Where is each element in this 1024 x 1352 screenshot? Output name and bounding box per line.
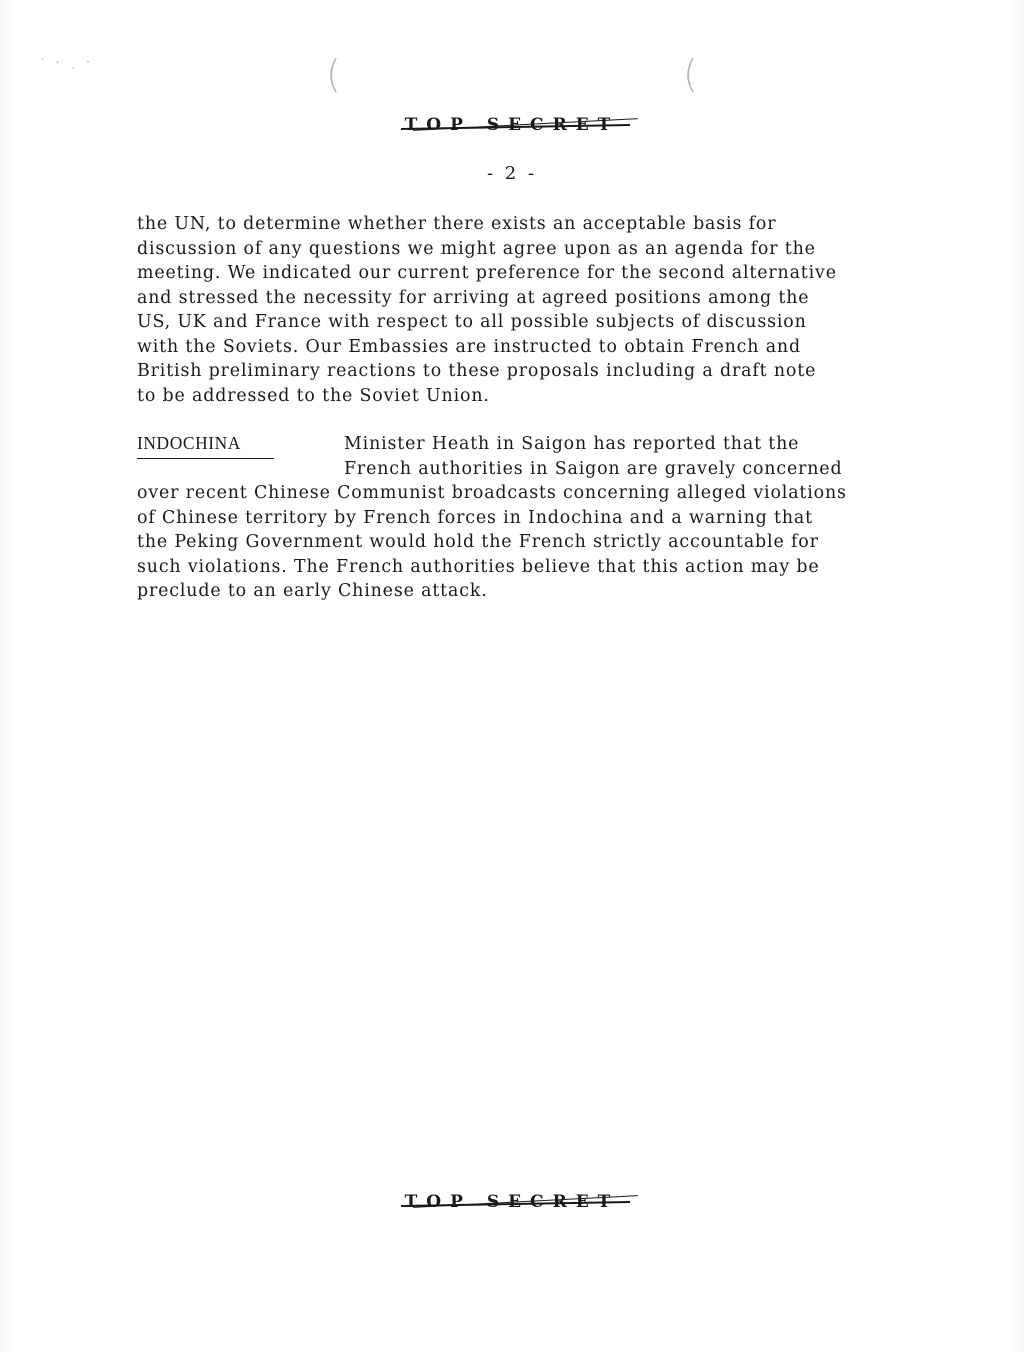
text-line: French authorities in Saigon are gravely concerned [344,458,843,479]
text-line: such violations. The French authorities believe that this action may be [137,556,820,577]
indochina-paragraph-indented [344,432,842,481]
text-line: the Peking Government would hold the French strictly accountable for [137,532,819,552]
scan-speckle: ˙ ˒ ˏ ˑ [40,58,94,69]
section-heading-underline [137,458,274,459]
page-number: - 2 - [486,163,538,184]
footer-classification [0,1192,1024,1212]
footer-classification-text: TOP SECRET [404,1192,620,1212]
paragraph-continuation [137,212,837,408]
text-line: of Chinese territory by French forces in Indochina and a warning that [137,507,813,528]
text-line: Minister Heath in Saigon has reported that the [344,434,800,454]
text-line: to be addressed to the Soviet Union. [137,385,490,406]
text-line: the UN, to determine whether there exists an acceptable basis for [137,214,777,234]
text-line: meeting. We indicated our current preference for the second alternative [137,263,837,283]
text-line: with the Soviets. Our Embassies are instructed to obtain French and [137,336,801,357]
text-line: over recent Chinese Communist broadcasts concerning alleged violations [137,483,847,503]
punch-hole-mark-left: ( [326,52,341,96]
header-classification-text: TOP SECRET [404,115,620,135]
header-classification [0,115,1024,135]
text-line: preclude to an early Chinese attack. [137,581,488,601]
section-heading-indochina: INDOCHINA [137,433,241,453]
text-line: British preliminary reactions to these proposals including a draft note [137,361,817,381]
text-line: and stressed the necessity for arriving at agreed positions among the [137,287,810,308]
indochina-paragraph [137,481,847,604]
text-line: US, UK and France with respect to all possible subjects of discussion [137,312,807,332]
punch-hole-mark-right: ( [683,52,698,96]
text-line: discussion of any questions we might agree upon as an agenda for the [137,238,816,259]
